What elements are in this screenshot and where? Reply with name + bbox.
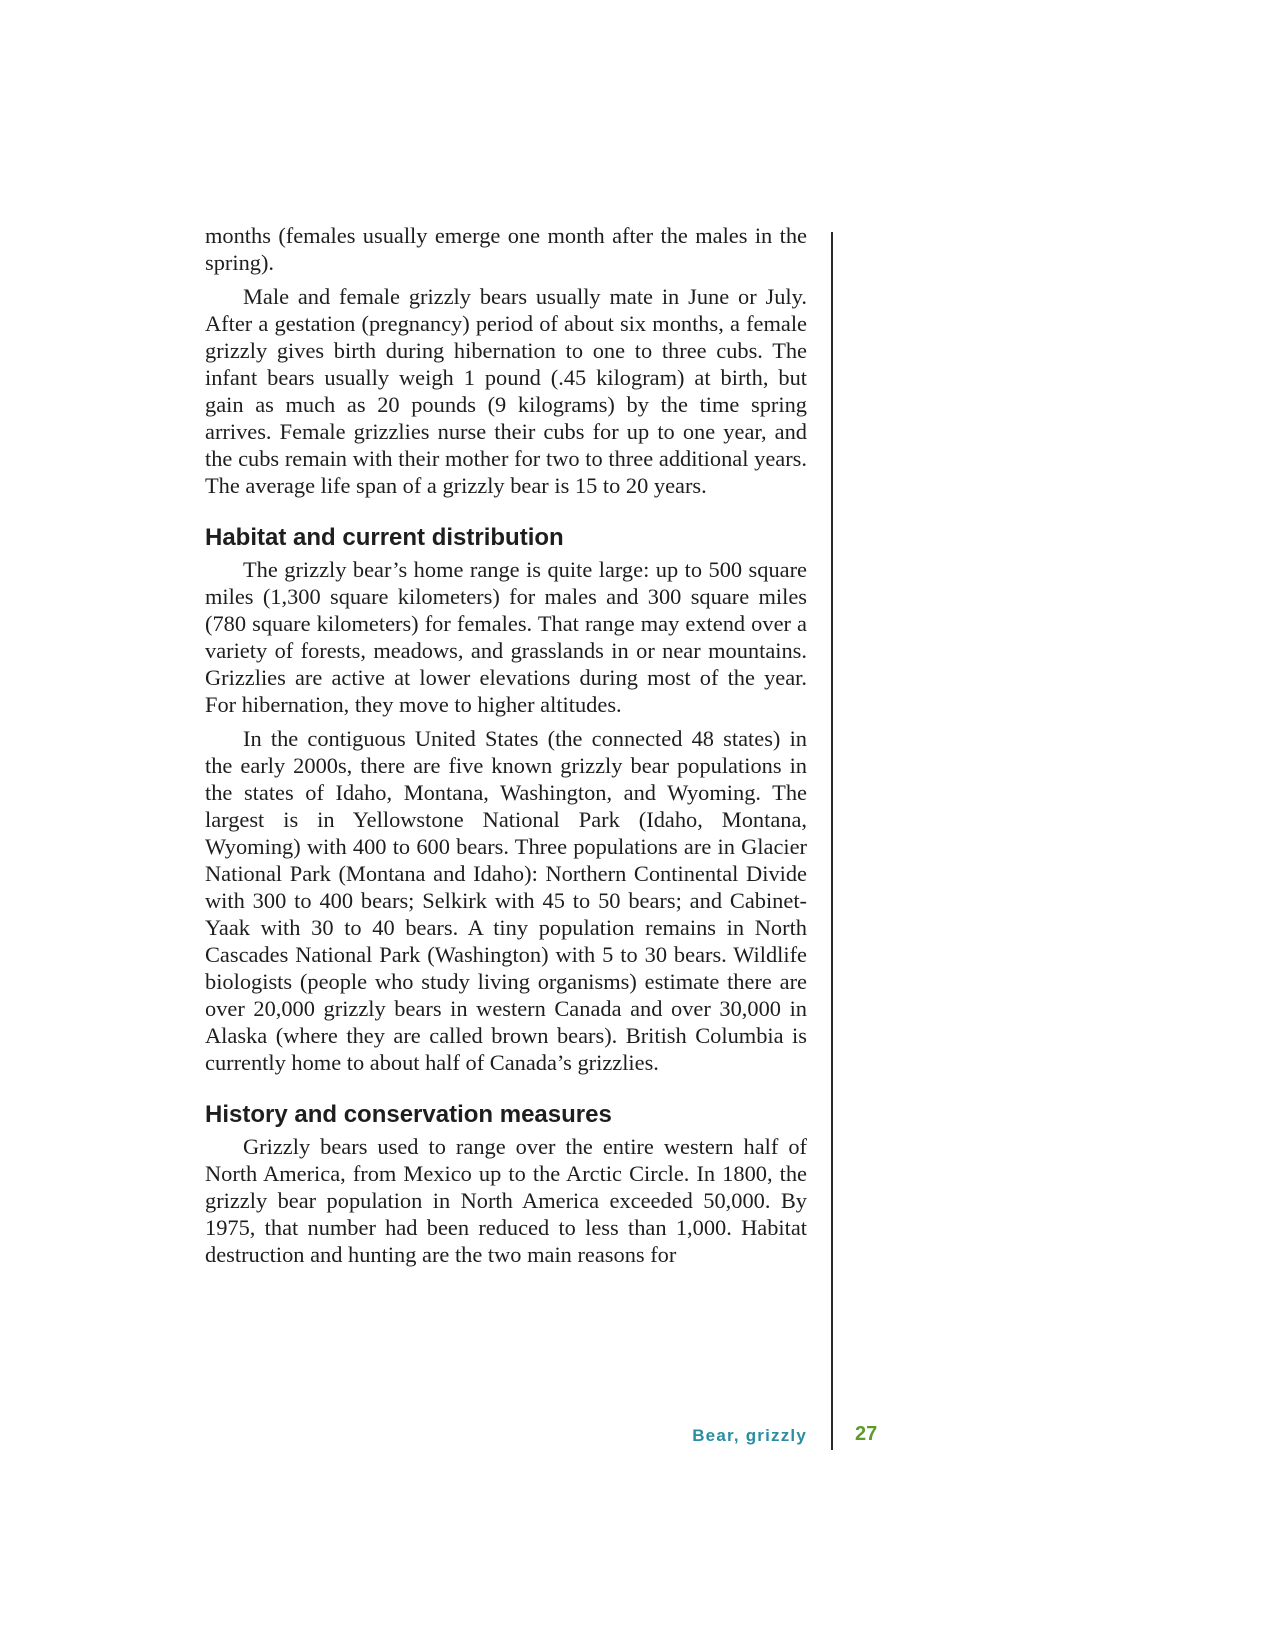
heading-habitat: Habitat and current distribution [205,524,564,551]
page-number: 27 [855,1423,878,1445]
paragraph-history: Grizzly bears used to range over the entire western half of North America, from Mexico up to the Arctic Circle. In 1800, the grizzly bear population in North America exceeded 50,000. By 1975, that number had been reduced to less than 1,000. Habitat destruction and hunting are the two main reasons for [205,1134,807,1267]
paragraph-continuation: months (females usually emerge one month after the males in the spring). [205,223,807,275]
main-text-column [205,222,807,1275]
running-title: Bear, grizzly [692,1426,807,1445]
heading-history: History and conservation measures [205,1101,612,1128]
vertical-divider-rule [831,232,833,1450]
paragraph-home-range: The grizzly bear’s home range is quite large: up to 500 square miles (1,300 square kilometers) for males and 300 square miles (780 square kilometers) for females. That range may extend over a variety of forests, meadows, and grasslands in or near mountains. Grizzlies are active at lower elevations during most of the year. For hibernation, they move to higher altitudes. [205,557,807,717]
paragraph-populations: In the contiguous United States (the connected 48 states) in the early 2000s, there are five known grizzly bear populations in the states of Idaho, Montana, Washington, and Wyoming. The largest is in Yellowstone National Park (Idaho, Montana, Wyoming) with 400 to 600 bears. Three populations are in Glacier National Park (Montana and Idaho): Northern Continental Divide with 300 to 400 bears; Selkirk with 45 to 50 bears; and Cabinet-Yaak with 30 to 40 bears. A tiny population remains in North Cascades National Park (Washington) with 5 to 30 bears. Wildlife biologists (people who study living organisms) estimate there are over 20,000 grizzly bears in western Canada and over 30,000 in Alaska (where they are called brown bears). British Columbia is currently home to about half of Canada’s grizzlies. [205,726,807,1075]
paragraph-mating: Male and female grizzly bears usually mate in June or July. After a gestation (pregnancy) period of about six months, a female grizzly gives birth during hibernation to one to three cubs. The infant bears usually weigh 1 pound (.45 kilogram) at birth, but gain as much as 20 pounds (9 kilograms) by the time spring arrives. Female grizzlies nurse their cubs for up to one year, and the cubs remain with their mother for two to three additional years. The average life span of a grizzly bear is 15 to 20 years. [205,284,807,498]
